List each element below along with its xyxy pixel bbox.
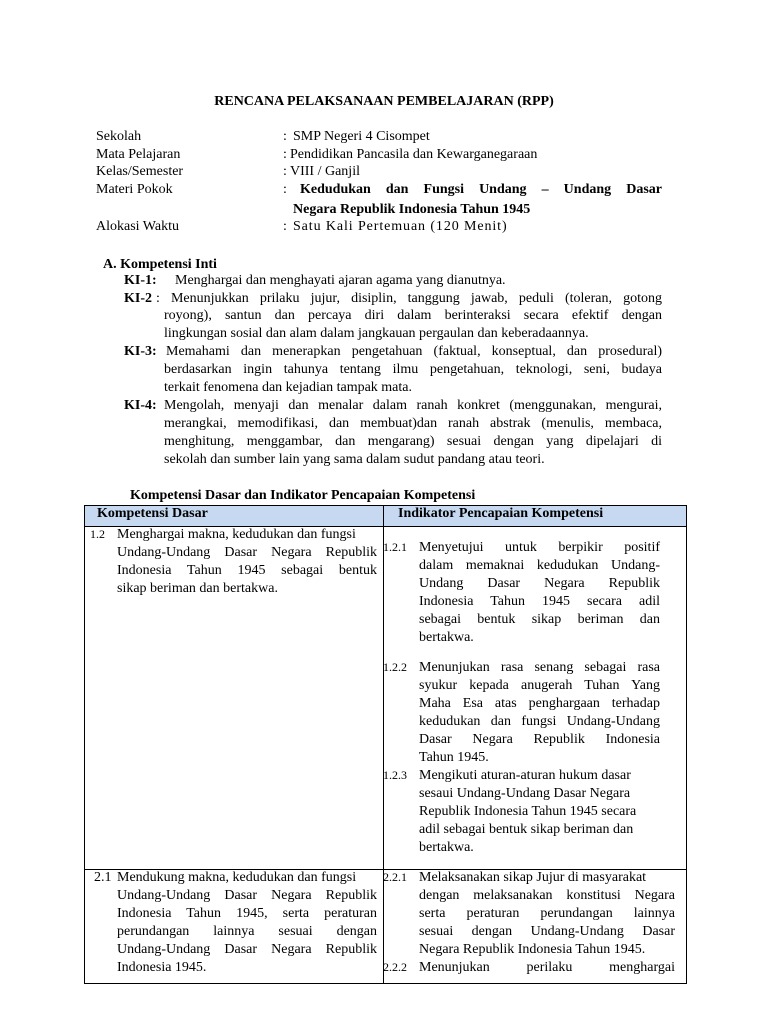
- ki-text: terkait fenomena dan kejadian tampak mata.: [164, 380, 413, 395]
- ki-text: royong), santun dan percaya diri dalam berinteraksi secara efektif dengan: [164, 308, 662, 323]
- indicator-text: Tahun 1945.: [419, 750, 489, 765]
- kd-number: 1.2: [90, 527, 105, 541]
- document-title: RENCANA PELAKSANAAN PEMBELAJARAN (RPP): [214, 94, 554, 109]
- identity-value: SMP Negeri 4 Cisompet: [293, 129, 430, 144]
- table-row: [85, 527, 687, 870]
- kd-text: Undang-Undang Dasar Negara Republik: [117, 545, 377, 560]
- kd-text: Menghargai makna, kedudukan dan fungsi: [117, 527, 356, 542]
- ki-code: KI-1:: [124, 273, 157, 288]
- indicator-text: Menunjukan rasa senang sebagai rasa: [419, 660, 660, 675]
- identity-label: Materi Pokok: [96, 182, 173, 197]
- indicator-text: syukur kepada anugerah Tuhan Yang: [419, 678, 660, 693]
- identity-colon: :: [283, 164, 287, 179]
- kd-heading: Kompetensi Dasar dan Indikator Pencapaian Kompetensi: [130, 488, 476, 503]
- indicator-text: Mengikuti aturan-aturan hukum dasar: [419, 768, 631, 783]
- ki-code: KI-2: [124, 291, 152, 306]
- kd-text: Indonesia 1945.: [117, 960, 207, 975]
- indicator-text: kedudukan dan fungsi Undang-Undang: [419, 714, 660, 729]
- indicator-text: sesuai dengan Undang-Undang Dasar: [419, 924, 675, 939]
- indicator-text: bertakwa.: [419, 840, 474, 855]
- identity-value: Kedudukan dan Fungsi Undang – Undang Dasar: [300, 182, 662, 197]
- indicator-text: Maha Esa atas penghargaan terhadap: [419, 696, 660, 711]
- kd-text: Undang-Undang Dasar Negara Republik: [117, 888, 377, 903]
- identity-label: Sekolah: [96, 129, 142, 144]
- ki-text: Memahami dan menerapkan pengetahuan (faktual, konseptual, dan prosedural): [166, 344, 662, 359]
- header-indikator: Indikator Pencapaian Kompetensi: [398, 506, 604, 521]
- indicator-number: 1.2.2: [383, 660, 407, 674]
- indicator-text: Melaksanakan sikap Jujur di masyarakat: [419, 870, 647, 885]
- indicator-text: serta peraturan perundangan lainnya: [419, 906, 675, 921]
- indicator-text: Indonesia Tahun 1945 secara adil: [419, 594, 660, 609]
- identity-value: VIII / Ganjil: [290, 164, 360, 179]
- table-header-cell: [384, 506, 687, 527]
- identity-colon: :: [283, 182, 287, 197]
- indicator-text: Menunjukan perilaku menghargai: [419, 960, 675, 975]
- ki-text: menghitung, menggambar, dan mengarang) sesuai dengan yang dipelajari di: [164, 434, 662, 449]
- kd-number: 2.1: [94, 870, 112, 885]
- identity-colon: :: [283, 219, 287, 234]
- indicator-number: 2.2.1: [383, 870, 407, 884]
- ki-text: Menghargai dan menghayati ajaran agama yang dianutnya.: [175, 273, 506, 288]
- kd-text: perundangan lainnya sesuai dengan: [117, 924, 377, 939]
- section-heading: A. Kompetensi Inti: [103, 257, 217, 272]
- kd-text: Indonesia Tahun 1945, serta peraturan: [117, 906, 377, 921]
- indicator-text: sesaui Undang-Undang Dasar Negara: [419, 786, 631, 801]
- indicator-cell: [384, 870, 687, 984]
- kd-table: [84, 505, 687, 984]
- identity-label: Mata Pelajaran: [96, 147, 181, 162]
- ki-text: Mengolah, menyaji dan menalar dalam ranah konkret (menggunakan, mengurai,: [164, 398, 662, 413]
- table-header-row: [85, 506, 687, 527]
- ki-text: : Menunjukkan prilaku jujur, disiplin, tanggung jawab, peduli (toleran, gotong: [156, 291, 662, 306]
- indicator-number: 1.2.3: [383, 768, 407, 782]
- indicator-text: dalam memaknai kedudukan Undang-: [419, 558, 660, 573]
- indicator-text: dengan melaksanakan konstitusi Negara: [419, 888, 675, 903]
- ki-text: sekolah dan sumber lain yang sama dalam sudut pandang atau teori.: [164, 452, 545, 467]
- identity-value-continued: Negara Republik Indonesia Tahun 1945: [293, 202, 531, 217]
- ki-text: merangkai, memodifikasi, dan membuat)dan ranah abstrak (menulis, membaca,: [164, 416, 662, 431]
- kd-text: Undang-Undang Dasar Negara Republik: [117, 942, 377, 957]
- identity-value: Pendidikan Pancasila dan Kewarganegaraan: [290, 147, 538, 162]
- table-header-cell: [85, 506, 384, 527]
- kd-text: Indonesia Tahun 1945 sebagai bentuk: [117, 563, 377, 578]
- ki-text: berdasarkan ingin tahunya tentang ilmu pengetahuan, teknologi, seni, budaya: [164, 362, 662, 377]
- identity-value: Satu Kali Pertemuan (120 Menit): [293, 219, 508, 234]
- indicator-text: Menyetujui untuk berpikir positif: [419, 540, 660, 555]
- table-row: [85, 870, 687, 984]
- header-kompetensi-dasar: Kompetensi Dasar: [97, 506, 208, 521]
- identity-colon: :: [283, 129, 287, 144]
- indicator-text: Undang Dasar Negara Republik: [419, 576, 660, 591]
- indicator-cell: [384, 527, 687, 870]
- identity-colon: :: [283, 147, 287, 162]
- indicator-text: Dasar Negara Republik Indonesia: [419, 732, 660, 747]
- identity-label: Alokasi Waktu: [96, 219, 179, 234]
- ki-text: lingkungan sosial dan alam dalam jangkauan pergaulan dan keberadaannya.: [164, 326, 589, 341]
- ki-code: KI-4:: [124, 398, 157, 413]
- indicator-text: Negara Republik Indonesia Tahun 1945.: [419, 942, 646, 957]
- indicator-text: adil sebagai bentuk sikap beriman dan: [419, 822, 634, 837]
- kd-text: Mendukung makna, kedudukan dan fungsi: [117, 870, 357, 885]
- indicator-number: 2.2.2: [383, 960, 407, 974]
- ki-code: KI-3:: [124, 344, 157, 359]
- indicator-text: sebagai bentuk sikap beriman dan: [419, 612, 660, 627]
- kd-text: sikap beriman dan bertakwa.: [117, 581, 278, 596]
- indicator-text: Republik Indonesia Tahun 1945 secara: [419, 804, 637, 819]
- identity-label: Kelas/Semester: [96, 164, 184, 179]
- kd-cell: [85, 527, 384, 870]
- indicator-text: bertakwa.: [419, 630, 474, 645]
- indicator-number: 1.2.1: [383, 540, 407, 554]
- kd-cell: [85, 870, 384, 984]
